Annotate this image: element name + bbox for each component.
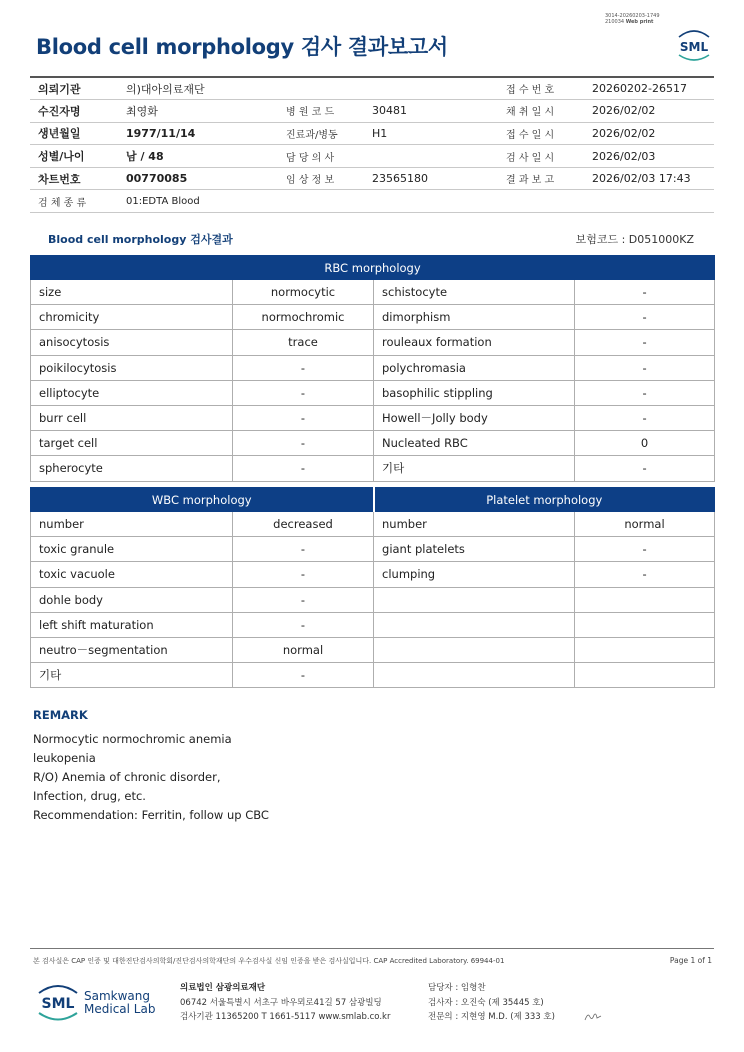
info-label: 임 상 정 보: [278, 167, 364, 190]
item-result-cell: trace: [233, 330, 374, 355]
signature-icon: [583, 1010, 603, 1022]
item-result-cell: -: [575, 280, 715, 305]
item-result-cell: -: [233, 380, 374, 405]
table-row: [31, 330, 715, 355]
staff-line: 전문의 : 지현영 M.D. (제 333 호): [428, 1012, 555, 1022]
table-row: [31, 587, 715, 612]
item-name-cell: dohle body: [31, 587, 233, 612]
item-name-cell: giant platelets: [374, 537, 575, 562]
item-result-cell: -: [575, 305, 715, 330]
patient-info-row: [30, 145, 714, 168]
info-label: [278, 190, 364, 213]
item-result-cell: -: [233, 612, 374, 637]
item-result-cell: -: [575, 537, 715, 562]
info-label: 담 당 의 사: [278, 145, 364, 168]
item-name-cell: Nucleated RBC: [374, 431, 575, 456]
info-label: 성별/나이: [30, 145, 118, 168]
remark-line: leukopenia: [33, 751, 96, 765]
item-name-cell: [374, 637, 575, 662]
item-result-cell: normochromic: [233, 305, 374, 330]
info-label: 검 체 종 류: [30, 190, 118, 213]
patient-info-table: [30, 76, 714, 213]
table-row: [31, 431, 715, 456]
org-address: [180, 981, 390, 1025]
item-name-cell: rouleaux formation: [374, 330, 575, 355]
info-value: 2026/02/03: [584, 145, 714, 168]
info-label: 차트번호: [30, 167, 118, 190]
info-label: 생년월일: [30, 122, 118, 145]
item-name-cell: chromicity: [31, 305, 233, 330]
brand-name: [84, 990, 155, 1016]
rbc-header: RBC morphology: [31, 256, 715, 280]
accreditation-note: 본 검사실은 CAP 인증 및 대한진단검사의학회/진단검사의학재단의 우수검사실 신임 인증을 받은 검사실입니다. CAP Accredited Laboratory. 69944-01: [33, 957, 505, 965]
item-result-cell: -: [575, 405, 715, 430]
remark-line: Recommendation: Ferritin, follow up CBC: [33, 808, 269, 822]
web-print-label: Web print: [625, 19, 654, 25]
item-result-cell: -: [233, 355, 374, 380]
info-label: [498, 190, 584, 213]
item-name-cell: [374, 663, 575, 688]
item-result-cell: decreased: [233, 512, 374, 537]
info-value: H1: [364, 122, 498, 145]
svg-text:SML: SML: [41, 996, 75, 1012]
item-name-cell: spherocyte: [31, 456, 233, 481]
patient-info-row: [30, 77, 714, 100]
address-line: 06742 서울특별시 서초구 바우뫼로41길 57 삼광빌딩: [180, 997, 382, 1008]
table-row: [31, 562, 715, 587]
info-value: 20260202-26517: [584, 77, 714, 100]
patient-info-row: [30, 190, 714, 213]
remark-text: [33, 730, 269, 825]
info-value: 23565180: [364, 167, 498, 190]
item-result-cell: [575, 612, 715, 637]
info-value: [364, 145, 498, 168]
item-result-cell: -: [233, 405, 374, 430]
info-value: 2026/02/03 17:43: [584, 167, 714, 190]
info-value: 최영화: [118, 100, 278, 123]
item-name-cell: [374, 612, 575, 637]
item-result-cell: -: [233, 431, 374, 456]
info-label: 진료과/병동: [278, 122, 364, 145]
item-result-cell: normal: [575, 512, 715, 537]
table-row: [31, 537, 715, 562]
rbc-morphology-table: [30, 255, 715, 482]
staff-line: 검사자 : 오진숙 (제 35445 호): [428, 997, 544, 1008]
item-name-cell: Howell－Jolly body: [374, 405, 575, 430]
info-value: 30481: [364, 100, 498, 123]
info-label: 접 수 번 호: [498, 77, 584, 100]
remark-heading: REMARK: [33, 708, 88, 722]
patient-info-row: [30, 167, 714, 190]
item-name-cell: toxic granule: [31, 537, 233, 562]
wbc-header: WBC morphology: [31, 488, 374, 512]
info-label: 병 원 코 드: [278, 100, 364, 123]
info-value: [584, 190, 714, 213]
patient-info-row: [30, 122, 714, 145]
item-result-cell: [575, 637, 715, 662]
results-section-title: Blood cell morphology 검사결과: [48, 233, 233, 246]
item-name-cell: basophilic stippling: [374, 380, 575, 405]
item-result-cell: -: [233, 537, 374, 562]
document-code-line2: 210034: [605, 19, 625, 25]
item-name-cell: target cell: [31, 431, 233, 456]
brand-line2: Medical Lab: [84, 1002, 156, 1016]
info-value: [364, 190, 498, 213]
item-name-cell: elliptocyte: [31, 380, 233, 405]
info-value: 1977/11/14: [118, 122, 278, 145]
item-name-cell: left shift maturation: [31, 612, 233, 637]
item-result-cell: [575, 663, 715, 688]
insurance-code: 보험코드 : D051000KZ: [575, 233, 694, 246]
item-result-cell: -: [575, 355, 715, 380]
item-name-cell: 기타: [31, 663, 233, 688]
table-row: [31, 512, 715, 537]
item-name-cell: poikilocytosis: [31, 355, 233, 380]
item-result-cell: normocytic: [233, 280, 374, 305]
info-value: 2026/02/02: [584, 100, 714, 123]
item-result-cell: -: [233, 587, 374, 612]
contact-line: 검사기관 11365200 T 1661-5117 www.smlab.co.kr: [180, 1012, 391, 1022]
item-name-cell: [374, 587, 575, 612]
info-value: 남 / 48: [118, 145, 278, 168]
info-value: 의)대아의료재단: [118, 77, 278, 100]
info-label: 결 과 보 고: [498, 167, 584, 190]
wbc-platelet-table: [30, 487, 715, 688]
item-name-cell: size: [31, 280, 233, 305]
item-result-cell: normal: [233, 637, 374, 662]
item-result-cell: -: [233, 456, 374, 481]
item-result-cell: -: [575, 562, 715, 587]
info-value: 2026/02/02: [584, 122, 714, 145]
table-row: [31, 456, 715, 481]
staff-line: 담당자 : 임형찬: [428, 983, 486, 993]
info-value: 00770085: [118, 167, 278, 190]
info-value: 01:EDTA Blood: [118, 190, 278, 213]
item-name-cell: clumping: [374, 562, 575, 587]
patient-info-row: [30, 100, 714, 123]
page-title: Blood cell morphology 검사 결과보고서: [36, 35, 448, 59]
footer-divider: [30, 948, 714, 949]
document-code: [605, 13, 660, 25]
table-row: [31, 663, 715, 688]
item-result-cell: -: [233, 663, 374, 688]
item-name-cell: neutro－segmentation: [31, 637, 233, 662]
item-name-cell: toxic vacuole: [31, 562, 233, 587]
org-name: 의료법인 삼광의료재단: [180, 983, 266, 993]
info-label: 수진자명: [30, 100, 118, 123]
sml-logo-icon: [36, 980, 80, 1024]
item-result-cell: -: [575, 330, 715, 355]
table-row: [31, 305, 715, 330]
item-name-cell: polychromasia: [374, 355, 575, 380]
document-code-line1: 3014-20260203-1749: [605, 13, 660, 19]
item-name-cell: burr cell: [31, 405, 233, 430]
table-row: [31, 637, 715, 662]
item-name-cell: number: [374, 512, 575, 537]
item-name-cell: schistocyte: [374, 280, 575, 305]
table-row: [31, 612, 715, 637]
remark-line: Normocytic normochromic anemia: [33, 732, 232, 746]
item-result-cell: 0: [575, 431, 715, 456]
platelet-header: Platelet morphology: [374, 488, 715, 512]
info-label: [278, 77, 364, 100]
rbc-rows: [31, 280, 715, 482]
wbc-platelet-rows: [31, 512, 715, 688]
remark-line: R/O) Anemia of chronic disorder,: [33, 770, 221, 784]
info-label: 접 수 일 시: [498, 122, 584, 145]
sml-logo-icon: [676, 27, 712, 63]
item-name-cell: dimorphism: [374, 305, 575, 330]
table-row: [31, 355, 715, 380]
info-value: [364, 77, 498, 100]
table-row: [31, 405, 715, 430]
svg-text:SML: SML: [679, 40, 709, 54]
item-result-cell: -: [233, 562, 374, 587]
item-name-cell: anisocytosis: [31, 330, 233, 355]
item-result-cell: -: [575, 380, 715, 405]
info-label: 의뢰기관: [30, 77, 118, 100]
table-row: [31, 380, 715, 405]
item-name-cell: 기타: [374, 456, 575, 481]
staff-list: [428, 981, 555, 1025]
item-result-cell: [575, 587, 715, 612]
brand-line1: Samkwang: [84, 989, 150, 1003]
table-row: [31, 280, 715, 305]
item-name-cell: number: [31, 512, 233, 537]
page-number: Page 1 of 1: [669, 956, 712, 965]
remark-line: Infection, drug, etc.: [33, 789, 146, 803]
info-label: 검 사 일 시: [498, 145, 584, 168]
info-label: 채 취 일 시: [498, 100, 584, 123]
item-result-cell: -: [575, 456, 715, 481]
